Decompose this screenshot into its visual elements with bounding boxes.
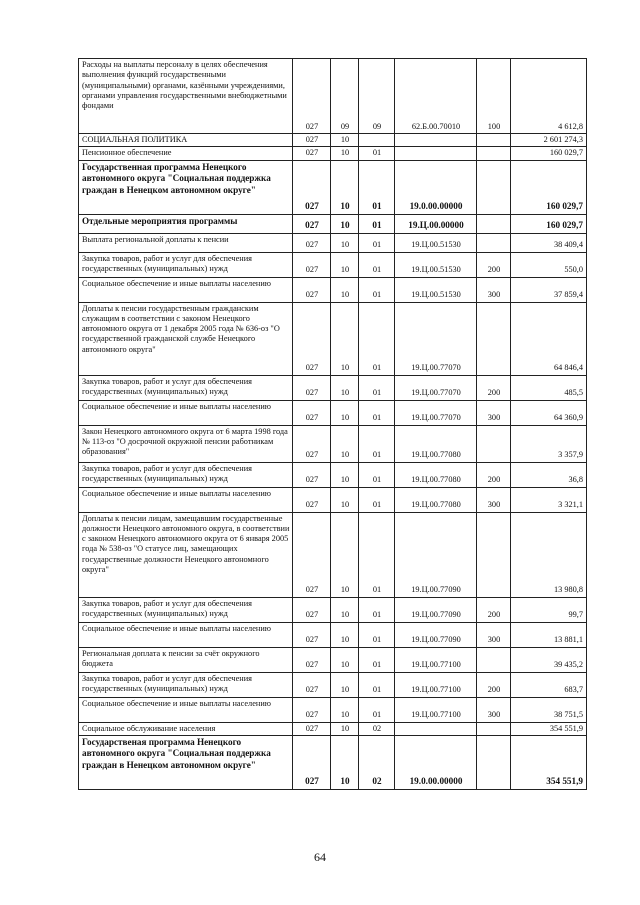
row-ved-code: 027 (293, 277, 331, 302)
row-ved-code: 027 (293, 487, 331, 512)
row-ved-code: 027 (293, 400, 331, 425)
row-expense-type-code: 300 (477, 277, 511, 302)
row-subsection-code: 01 (359, 233, 395, 252)
row-section-code: 10 (331, 252, 359, 277)
row-ved-code: 027 (293, 59, 331, 134)
budget-table (78, 58, 587, 790)
row-amount: 38 409,4 (511, 233, 587, 252)
table-row (79, 722, 587, 735)
row-expense-type-code (477, 512, 511, 597)
row-expense-type-code: 200 (477, 375, 511, 400)
row-subsection-code: 01 (359, 400, 395, 425)
row-section-code: 10 (331, 722, 359, 735)
row-name: Отдельные мероприятия программы (79, 214, 293, 233)
row-section-code: 10 (331, 147, 359, 160)
row-ved-code: 027 (293, 722, 331, 735)
row-amount: 4 612,8 (511, 59, 587, 134)
row-subsection-code: 01 (359, 160, 395, 214)
row-name: Социальное обеспечение и иные выплаты населению (79, 277, 293, 302)
row-amount: 39 435,2 (511, 647, 587, 672)
row-target-code: 19.Ц.00.77090 (395, 622, 477, 647)
row-name: Расходы на выплаты персоналу в целях обеспечения выполнения функций государственными (муниципальными) органами, казёнными учреждениями, органами управления государственными внебюджетными фондами (79, 59, 293, 134)
table-row (79, 597, 587, 622)
row-ved-code: 027 (293, 233, 331, 252)
row-expense-type-code (477, 722, 511, 735)
row-name: Социальное обеспечение и иные выплаты населению (79, 697, 293, 722)
row-amount: 99,7 (511, 597, 587, 622)
row-target-code (395, 147, 477, 160)
row-name: Социальное обслуживание населения (79, 722, 293, 735)
table-row (79, 735, 587, 789)
row-target-code (395, 722, 477, 735)
table-row (79, 302, 587, 375)
row-section-code: 10 (331, 375, 359, 400)
row-subsection-code: 01 (359, 647, 395, 672)
row-name: Закупка товаров, работ и услуг для обеспечения государственных (муниципальных) нужд (79, 462, 293, 487)
row-subsection-code: 01 (359, 375, 395, 400)
table-row (79, 233, 587, 252)
row-section-code: 09 (331, 59, 359, 134)
table-row (79, 400, 587, 425)
row-ved-code: 027 (293, 622, 331, 647)
row-target-code: 19.0.00.00000 (395, 735, 477, 789)
row-amount: 38 751,5 (511, 697, 587, 722)
row-subsection-code: 01 (359, 697, 395, 722)
row-name: Государственая программа Ненецкого автономного округа "Социальная поддержка граждан в Ненецком автономном округе" (79, 735, 293, 789)
row-name: Закон Ненецкого автономного округа от 6 марта 1998 года № 113-оз "О досрочной окружной пенсии работникам образования" (79, 425, 293, 462)
row-subsection-code (359, 134, 395, 147)
table-row (79, 672, 587, 697)
row-section-code: 10 (331, 160, 359, 214)
row-section-code: 10 (331, 425, 359, 462)
row-expense-type-code: 200 (477, 252, 511, 277)
row-section-code: 10 (331, 487, 359, 512)
row-expense-type-code (477, 735, 511, 789)
table-row (79, 622, 587, 647)
row-expense-type-code (477, 233, 511, 252)
table-row (79, 647, 587, 672)
row-name: Социальное обеспечение и иные выплаты населению (79, 487, 293, 512)
table-row (79, 147, 587, 160)
row-expense-type-code (477, 134, 511, 147)
row-name: Закупка товаров, работ и услуг для обеспечения государственных (муниципальных) нужд (79, 672, 293, 697)
table-row (79, 487, 587, 512)
row-expense-type-code: 200 (477, 597, 511, 622)
row-section-code: 10 (331, 134, 359, 147)
table-row (79, 425, 587, 462)
row-subsection-code: 01 (359, 622, 395, 647)
row-target-code: 19.Ц.00.77080 (395, 462, 477, 487)
row-name: Доплаты к пенсии лицам, замещавшим государственные должности Ненецкого автономного округа, в соответствии с законом Ненецкого автономного округа от 6 января 2005 года № 538-оз "О статусе лиц, замещающих государственные должности Ненецкого автономного округа" (79, 512, 293, 597)
row-amount: 2 601 274,3 (511, 134, 587, 147)
row-amount: 160 029,7 (511, 147, 587, 160)
row-target-code: 19.Ц.00.51530 (395, 233, 477, 252)
row-ved-code: 027 (293, 462, 331, 487)
row-target-code: 19.Ц.00.77100 (395, 697, 477, 722)
row-target-code: 19.Ц.00.77090 (395, 597, 477, 622)
table-row (79, 277, 587, 302)
row-section-code: 10 (331, 277, 359, 302)
row-target-code: 19.Ц.00.77100 (395, 672, 477, 697)
row-target-code: 19.Ц.00.77080 (395, 425, 477, 462)
row-ved-code: 027 (293, 375, 331, 400)
row-section-code: 10 (331, 697, 359, 722)
row-subsection-code: 09 (359, 59, 395, 134)
row-amount: 160 029,7 (511, 160, 587, 214)
row-subsection-code: 01 (359, 252, 395, 277)
table-row (79, 214, 587, 233)
row-expense-type-code (477, 425, 511, 462)
row-amount: 64 360,9 (511, 400, 587, 425)
row-ved-code: 027 (293, 697, 331, 722)
row-ved-code: 027 (293, 160, 331, 214)
table-row (79, 697, 587, 722)
row-target-code: 19.Ц.00.77070 (395, 400, 477, 425)
row-ved-code: 027 (293, 672, 331, 697)
row-target-code: 19.Ц.00.77070 (395, 375, 477, 400)
row-expense-type-code: 200 (477, 462, 511, 487)
row-name: Социальное обеспечение и иные выплаты населению (79, 400, 293, 425)
row-amount: 160 029,7 (511, 214, 587, 233)
row-expense-type-code: 300 (477, 622, 511, 647)
row-expense-type-code: 200 (477, 672, 511, 697)
row-expense-type-code: 300 (477, 487, 511, 512)
row-section-code: 10 (331, 647, 359, 672)
row-expense-type-code: 300 (477, 697, 511, 722)
row-name: Доплаты к пенсии государственным гражданским служащим в соответствии с законом Ненецкого автономного округа от 1 декабря 2005 года № 636-оз "О государственной гражданской службе Ненецкого автономного округа" (79, 302, 293, 375)
row-section-code: 10 (331, 400, 359, 425)
row-expense-type-code (477, 647, 511, 672)
row-amount: 354 551,9 (511, 735, 587, 789)
row-name: Выплата региональной доплаты к пенсии (79, 233, 293, 252)
row-amount: 3 321,1 (511, 487, 587, 512)
table-row (79, 375, 587, 400)
row-amount: 37 859,4 (511, 277, 587, 302)
row-section-code: 10 (331, 597, 359, 622)
row-target-code: 19.Ц.00.77090 (395, 512, 477, 597)
row-ved-code: 027 (293, 647, 331, 672)
row-ved-code: 027 (293, 735, 331, 789)
row-section-code: 10 (331, 214, 359, 233)
row-section-code: 10 (331, 233, 359, 252)
row-expense-type-code (477, 214, 511, 233)
row-section-code: 10 (331, 512, 359, 597)
row-ved-code: 027 (293, 302, 331, 375)
row-section-code: 10 (331, 302, 359, 375)
row-amount: 13 881,1 (511, 622, 587, 647)
row-target-code: 19.Ц.00.77080 (395, 487, 477, 512)
row-subsection-code: 01 (359, 512, 395, 597)
row-subsection-code: 01 (359, 597, 395, 622)
row-target-code: 19.Ц.00.51530 (395, 252, 477, 277)
row-subsection-code: 01 (359, 147, 395, 160)
row-expense-type-code: 300 (477, 400, 511, 425)
row-ved-code: 027 (293, 597, 331, 622)
row-expense-type-code (477, 160, 511, 214)
row-ved-code: 027 (293, 214, 331, 233)
row-subsection-code: 02 (359, 722, 395, 735)
row-name: Социальное обеспечение и иные выплаты населению (79, 622, 293, 647)
row-section-code: 10 (331, 672, 359, 697)
row-ved-code: 027 (293, 512, 331, 597)
page-number: 64 (314, 850, 326, 864)
row-name: Закупка товаров, работ и услуг для обеспечения государственных (муниципальных) нужд (79, 252, 293, 277)
row-subsection-code: 01 (359, 487, 395, 512)
row-subsection-code: 01 (359, 277, 395, 302)
row-amount: 485,5 (511, 375, 587, 400)
table-row (79, 462, 587, 487)
row-amount: 683,7 (511, 672, 587, 697)
row-name: Закупка товаров, работ и услуг для обеспечения государственных (муниципальных) нужд (79, 597, 293, 622)
row-expense-type-code: 100 (477, 59, 511, 134)
row-expense-type-code (477, 302, 511, 375)
row-amount: 354 551,9 (511, 722, 587, 735)
row-ved-code: 027 (293, 252, 331, 277)
row-ved-code: 027 (293, 147, 331, 160)
row-section-code: 10 (331, 622, 359, 647)
row-target-code: 62.Б.00.70010 (395, 59, 477, 134)
row-amount: 64 846,4 (511, 302, 587, 375)
row-target-code: 19.Ц.00.77100 (395, 647, 477, 672)
row-name: Государственная программа Ненецкого автономного округа "Социальная поддержка граждан в Ненецком автономном округе" (79, 160, 293, 214)
table-row (79, 512, 587, 597)
row-target-code: 19.0.00.00000 (395, 160, 477, 214)
table-row (79, 59, 587, 134)
row-name: Региональная доплата к пенсии за счёт окружного бюджета (79, 647, 293, 672)
row-expense-type-code (477, 147, 511, 160)
row-target-code: 19.Ц.00.00000 (395, 214, 477, 233)
row-subsection-code: 01 (359, 462, 395, 487)
row-subsection-code: 01 (359, 672, 395, 697)
row-amount: 3 357,9 (511, 425, 587, 462)
row-subsection-code: 01 (359, 214, 395, 233)
row-ved-code: 027 (293, 425, 331, 462)
row-target-code (395, 134, 477, 147)
row-amount: 36,8 (511, 462, 587, 487)
table-row (79, 134, 587, 147)
row-target-code: 19.Ц.00.77070 (395, 302, 477, 375)
row-subsection-code: 01 (359, 302, 395, 375)
row-ved-code: 027 (293, 134, 331, 147)
row-amount: 550,0 (511, 252, 587, 277)
row-target-code: 19.Ц.00.51530 (395, 277, 477, 302)
row-subsection-code: 01 (359, 425, 395, 462)
table-row (79, 252, 587, 277)
table-row (79, 160, 587, 214)
row-name: Пенсионное обеспечение (79, 147, 293, 160)
row-name: СОЦИАЛЬНАЯ ПОЛИТИКА (79, 134, 293, 147)
row-section-code: 10 (331, 462, 359, 487)
row-amount: 13 980,8 (511, 512, 587, 597)
row-section-code: 10 (331, 735, 359, 789)
row-subsection-code: 02 (359, 735, 395, 789)
row-name: Закупка товаров, работ и услуг для обеспечения государственных (муниципальных) нужд (79, 375, 293, 400)
